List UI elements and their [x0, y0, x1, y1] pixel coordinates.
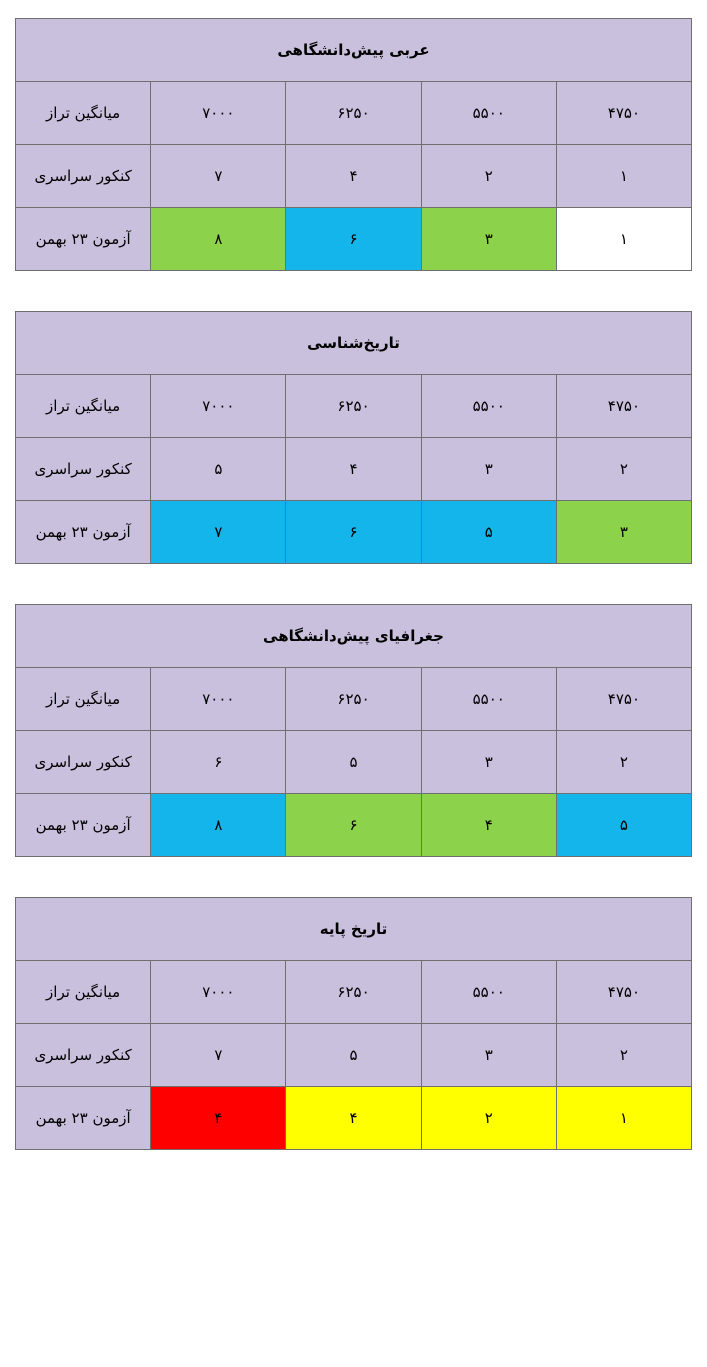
average-value: ۶۲۵۰ [286, 961, 421, 1024]
subject-table-block [15, 604, 692, 857]
row-label-national-exam: کنکور سراسری [16, 438, 151, 501]
average-value: ۴۷۵۰ [556, 668, 691, 731]
subject-table [15, 311, 692, 564]
table-row [16, 668, 692, 731]
row-label-average: میانگین تراز [16, 961, 151, 1024]
national-exam-value: ۵ [151, 438, 286, 501]
subject-table-block [15, 897, 692, 1150]
table-title: جغرافیای پیش‌دانشگاهی [16, 605, 692, 668]
table-row [16, 1087, 692, 1150]
table-row [16, 438, 692, 501]
national-exam-value: ۲ [556, 1024, 691, 1087]
row-label-national-exam: کنکور سراسری [16, 731, 151, 794]
national-exam-value: ۴ [286, 145, 421, 208]
table-title: تاریخ‌شناسی [16, 312, 692, 375]
mock-exam-value: ۱ [556, 1087, 691, 1150]
mock-exam-value: ۶ [286, 794, 421, 857]
row-label-national-exam: کنکور سراسری [16, 1024, 151, 1087]
subject-table [15, 604, 692, 857]
national-exam-value: ۳ [421, 731, 556, 794]
subject-table-block [15, 18, 692, 271]
average-value: ۶۲۵۰ [286, 668, 421, 731]
mock-exam-value: ۷ [151, 501, 286, 564]
national-exam-value: ۲ [556, 438, 691, 501]
table-row [16, 208, 692, 271]
national-exam-value: ۶ [151, 731, 286, 794]
average-value: ۶۲۵۰ [286, 375, 421, 438]
mock-exam-value: ۶ [286, 208, 421, 271]
row-label-national-exam: کنکور سراسری [16, 145, 151, 208]
national-exam-value: ۴ [286, 438, 421, 501]
mock-exam-value: ۴ [286, 1087, 421, 1150]
row-label-mock-exam: آزمون ۲۳ بهمن [16, 501, 151, 564]
mock-exam-value: ۸ [151, 208, 286, 271]
table-row-title [16, 605, 692, 668]
subject-table [15, 18, 692, 271]
table-row-title [16, 19, 692, 82]
row-label-mock-exam: آزمون ۲۳ بهمن [16, 208, 151, 271]
row-label-mock-exam: آزمون ۲۳ بهمن [16, 794, 151, 857]
table-title: عربی پیش‌دانشگاهی [16, 19, 692, 82]
national-exam-value: ۳ [421, 1024, 556, 1087]
average-value: ۶۲۵۰ [286, 82, 421, 145]
mock-exam-value: ۴ [421, 794, 556, 857]
national-exam-value: ۲ [421, 145, 556, 208]
average-value: ۷۰۰۰ [151, 668, 286, 731]
mock-exam-value: ۴ [151, 1087, 286, 1150]
mock-exam-value: ۸ [151, 794, 286, 857]
national-exam-value: ۷ [151, 145, 286, 208]
mock-exam-value: ۳ [421, 208, 556, 271]
mock-exam-value: ۲ [421, 1087, 556, 1150]
average-value: ۵۵۰۰ [421, 961, 556, 1024]
table-row [16, 145, 692, 208]
table-row [16, 501, 692, 564]
mock-exam-value: ۳ [556, 501, 691, 564]
mock-exam-value: ۶ [286, 501, 421, 564]
table-row [16, 961, 692, 1024]
mock-exam-value: ۵ [421, 501, 556, 564]
national-exam-value: ۲ [556, 731, 691, 794]
national-exam-value: ۷ [151, 1024, 286, 1087]
average-value: ۷۰۰۰ [151, 82, 286, 145]
table-title: تاریخ پایه [16, 898, 692, 961]
table-row [16, 731, 692, 794]
row-label-mock-exam: آزمون ۲۳ بهمن [16, 1087, 151, 1150]
table-row-title [16, 898, 692, 961]
average-value: ۵۵۰۰ [421, 82, 556, 145]
row-label-average: میانگین تراز [16, 668, 151, 731]
subject-table-block [15, 311, 692, 564]
average-value: ۴۷۵۰ [556, 82, 691, 145]
row-label-average: میانگین تراز [16, 82, 151, 145]
national-exam-value: ۵ [286, 731, 421, 794]
table-row-title [16, 312, 692, 375]
national-exam-value: ۵ [286, 1024, 421, 1087]
average-value: ۷۰۰۰ [151, 375, 286, 438]
national-exam-value: ۳ [421, 438, 556, 501]
average-value: ۵۵۰۰ [421, 375, 556, 438]
table-row [16, 1024, 692, 1087]
average-value: ۴۷۵۰ [556, 375, 691, 438]
national-exam-value: ۱ [556, 145, 691, 208]
subject-table [15, 897, 692, 1150]
mock-exam-value: ۱ [556, 208, 691, 271]
average-value: ۴۷۵۰ [556, 961, 691, 1024]
average-value: ۷۰۰۰ [151, 961, 286, 1024]
table-row [16, 794, 692, 857]
table-row [16, 82, 692, 145]
row-label-average: میانگین تراز [16, 375, 151, 438]
average-value: ۵۵۰۰ [421, 668, 556, 731]
mock-exam-value: ۵ [556, 794, 691, 857]
table-row [16, 375, 692, 438]
